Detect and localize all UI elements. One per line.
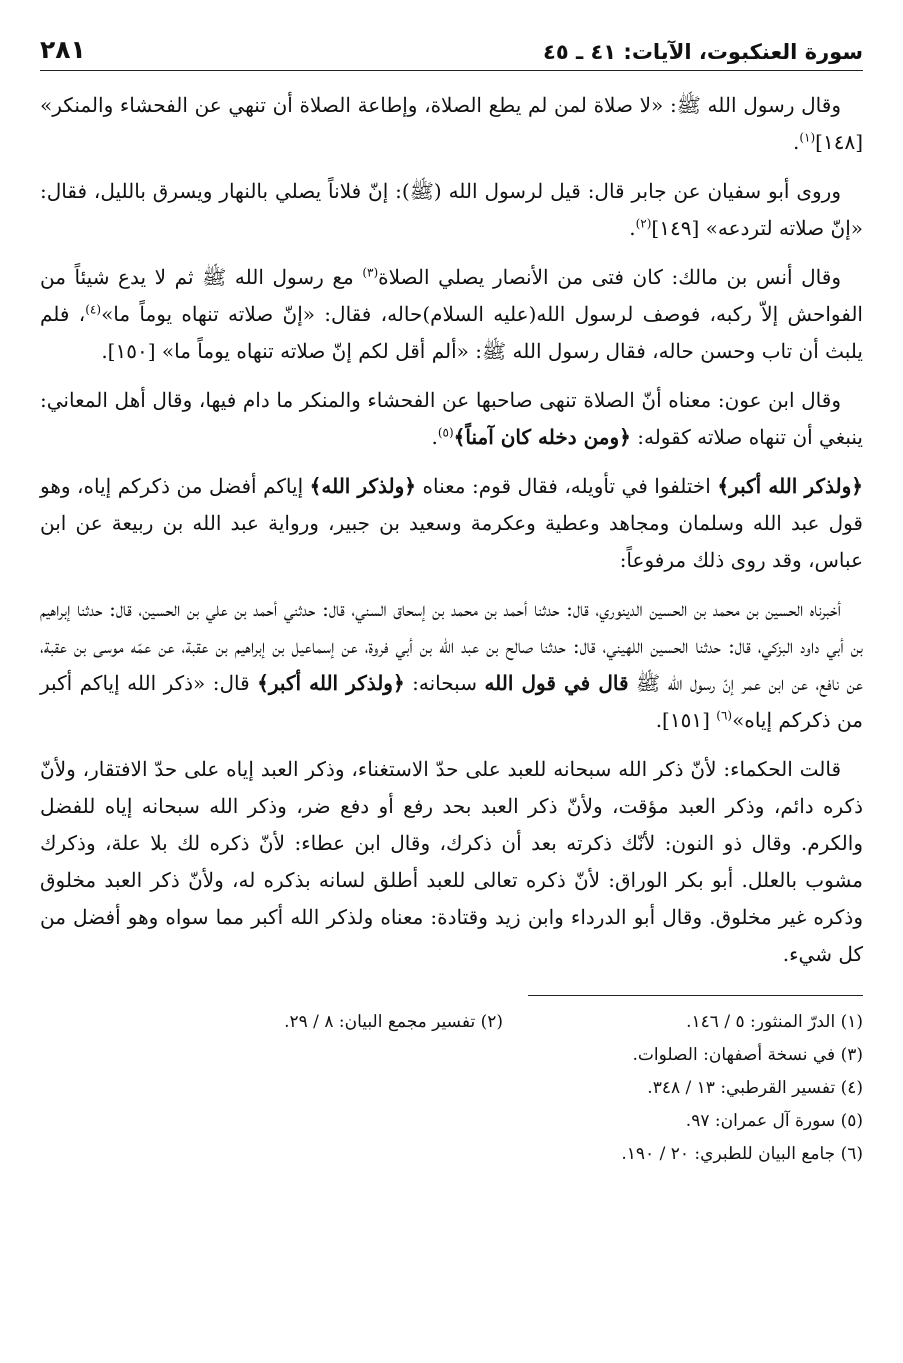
paragraph-4 [40, 382, 863, 456]
paragraph-1: وقال رسول الله ﷺ: «لا صلاة لمن لم يطع الصلاة، وإطاعة الصلاة أن تنهي عن الفحشاء والمنكر» [١٤٨]$^{(١)}$. [40, 93, 863, 154]
footnotes [40, 1006, 863, 1171]
footnote-row [40, 1006, 863, 1039]
paragraph-6-text-b: سبحانه: [404, 671, 485, 695]
footnote-3: (٣) في نسخة أصفهان: الصلوات. [632, 1045, 863, 1065]
paragraph-6-bold: قال في قول الله [484, 671, 629, 695]
paragraph-6-text-c: قال: «ذكر الله إياكم أكبر من ذكركم إياه» [40, 671, 863, 732]
paragraph-1-text: وقال رسول الله ﷺ: «لا صلاة لمن لم يطع الصلاة، وإطاعة الصلاة أن تنهي عن الفحشاء والمنكر» [١٤٨] [40, 93, 863, 154]
book-page [40, 26, 863, 1336]
paragraph-2-text: وروى أبو سفيان عن جابر قال: قيل لرسول الله (ﷺ): إنّ فلاناً يصلي بالنهار ويسرق بالليل، فقال: «إنّ صلاته لتردعه» [١٤٩] [40, 179, 863, 240]
paragraph-6-text-a: أخبرناه الحسين بن محمد بن الحسين الدينوري، قال: حدثنا أحمد بن محمد بن إسحاق السني، قال: حدثني أحمد بن علي بن الحسين، قال: حدثنا إبراهيم بن أبي داود البزكي، قال: حدثنا الحسين اللهيني، قال: حدثنا صالح بن عبد الله بن أبي فروة، عن إسماعيل بن إبراهيم بن عقبة، عن عمّه موسى بن عقبة، عن نافع، عن ابن عمر إنّ رسول الله ﷺ [40, 597, 863, 695]
paragraph-7 [40, 751, 863, 973]
footnote-divider [528, 995, 863, 996]
paragraph-3-text-a: وقال أنس بن مالك: كان فتى من الأنصار يصلي الصلاة [378, 265, 841, 289]
footnote-ref-2: (٢) [635, 216, 652, 231]
footnote-ref-3: (٣) [362, 265, 379, 280]
footnote-ref-4: (٤) [85, 302, 102, 317]
page-number: ٢٨١ [40, 35, 86, 64]
paragraph-3-text-c: ، فلم يلبث أن تاب وحسن حاله، فقال رسول الله ﷺ: «ألم أقل لكم إنّ صلاته تنهاه يوماً ما» [١٥٠]. [40, 302, 863, 363]
paragraph-6-text-d: [١٥١]. [655, 708, 717, 732]
quran-quote: ﴿ولذكر الله﴾ [309, 474, 416, 498]
footnote-ref-5: (٥) [437, 425, 454, 440]
footnote-4: (٤) تفسير القرطبي: ١٣ / ٣٤٨. [647, 1078, 863, 1098]
paragraph-5-text-b: إياكم أفضل من ذكركم إياه، وهو قول عبد الله وسلمان ومجاهد وعطية وعكرمة وسعيد بن جبير، ورواية عبد الله بن ربيعة عن ابن عباس، وقد روى ذلك مرفوعاً: [40, 474, 863, 572]
page-header [40, 26, 863, 71]
paragraph-2: وروى أبو سفيان عن جابر قال: قيل لرسول الله (ﷺ): إنّ فلاناً يصلي بالنهار ويسرق بالليل، فقال: «إنّ صلاته لتردعه» [١٤٩]$^{(٢)}$. [40, 179, 863, 240]
footnote-ref-1: (١) [799, 130, 816, 145]
footnote-6: (٦) جامع البيان للطبري: ٢٠ / ١٩٠. [621, 1144, 863, 1164]
footnote-ref-6: (٦) [716, 708, 733, 723]
paragraph-4-text: وقال ابن عون: معناه أنّ الصلاة تنهى صاحبها عن الفحشاء والمنكر ما دام فيها، وقال أهل المعاني: ينبغي أن تنهاه صلاته كقوله: [40, 388, 863, 449]
paragraph-3-text-b: مع رسول الله ﷺ ثم لا يدع شيئاً من الفواحش إلاّ ركبه، فوصف لرسول الله(عليه السلام)حاله، فقال: «إنّ صلاته تنهاه يوماً ما» [40, 265, 863, 326]
paragraph-6 [40, 591, 863, 739]
paragraph-5-text-a: اختلفوا في تأويله، فقال قوم: معناه [416, 474, 718, 498]
quran-quote: ﴿ومن دخله كان آمناً﴾ [453, 425, 631, 449]
paragraph-4-end: . [431, 425, 438, 449]
footnote-5: (٥) سورة آل عمران: ٩٧. [685, 1111, 863, 1131]
running-title: سورة العنكبوت، الآيات: ٤١ ـ ٤٥ [543, 40, 863, 64]
footnote-1: (١) الدرّ المنثور: ٥ / ١٤٦. [686, 1012, 863, 1032]
paragraph-7-text: قالت الحكماء: لأنّ ذكر الله سبحانه للعبد على حدّ الاستغناء، وذكر العبد إياه على حدّ الافتقار، ولأنّ ذكره دائم، وذكر العبد مؤقت، ولأنّ ذكر العبد بحد رفع أو دفع ضر، وذكر الله سبحانه إياه للفضل والكرم. وقال ذو النون: لأنّك ذكرته بعد أن ذكرك، وقال ابن عطاء: لأنّ ذكره لك بلا علة، وذكرك مشوب بالعلل. أبو بكر الوراق: لأنّ ذكره تعالى للعبد أطلق لسانه بذكره له، ولأنّ ذكر العبد مخلوق وذكره غير مخلوق. وقال أبو الدرداء وابن زيد وقتادة: معناه ولذكر الله أكبر مما سواه وهو أفضل من كل شيء. [40, 757, 863, 966]
quran-quote-heading: ﴿ولذكر الله أكبر﴾ [717, 474, 863, 498]
quran-quote: ﴿ولذكر الله أكبر﴾ [257, 671, 405, 695]
paragraph-3 [40, 259, 863, 370]
paragraph-5 [40, 468, 863, 579]
footnote-2: (٢) تفسير مجمع البيان: ٨ / ٢٩. [284, 1012, 503, 1032]
main-text [40, 87, 863, 973]
